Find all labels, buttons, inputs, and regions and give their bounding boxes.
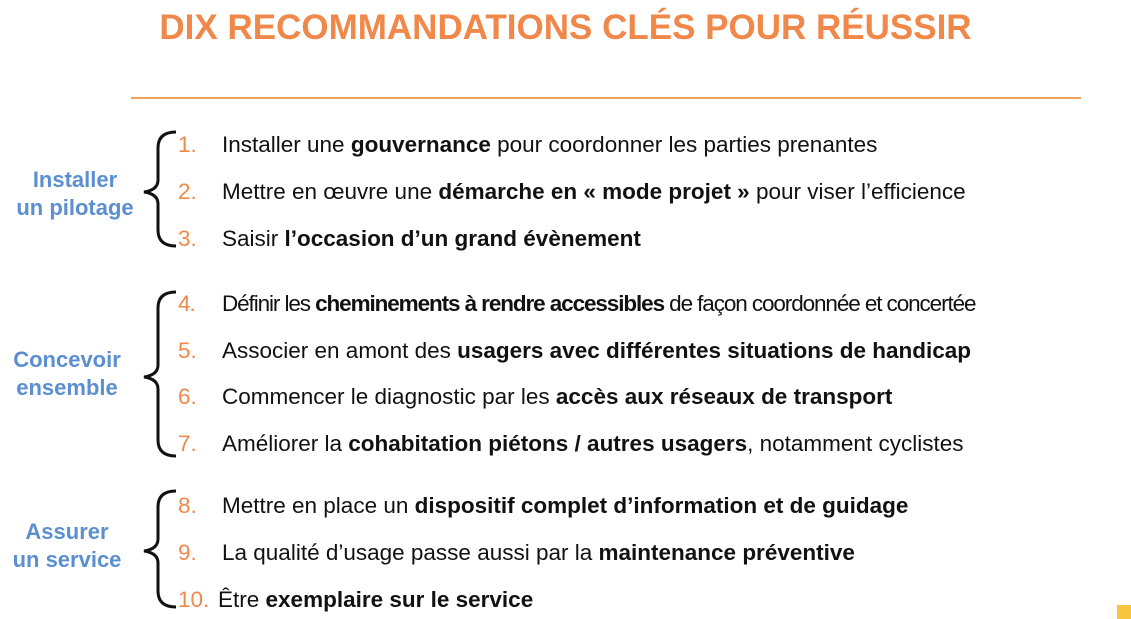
item-number: 10. [178, 587, 210, 612]
item-bold-text: cheminements à rendre accessibles [315, 291, 664, 316]
item-text: Être [218, 587, 266, 612]
list-item [178, 491, 908, 521]
item-number: 6. [178, 384, 197, 409]
group-label-line: un pilotage [16, 195, 134, 220]
brace-group-3 [128, 487, 180, 612]
item-number: 5. [178, 338, 197, 363]
item-number: 4. [178, 291, 195, 316]
item-number: 3. [178, 226, 197, 251]
item-text: Saisir [222, 226, 285, 251]
title-divider [131, 97, 1081, 99]
item-text: Installer une [222, 132, 351, 157]
list-item [178, 429, 963, 459]
group-label-line: Concevoir [13, 347, 121, 372]
item-text: pour viser l’efficience [749, 179, 966, 204]
item-text: de façon coordonnée et concertée [664, 291, 976, 316]
list-item [178, 585, 533, 615]
corner-decoration [1117, 605, 1131, 619]
group-label-ensemble [2, 346, 132, 402]
brace-group-1 [128, 128, 180, 250]
item-number: 9. [178, 540, 197, 565]
list-item [178, 382, 892, 412]
item-text: Mettre en œuvre une [222, 179, 439, 204]
item-bold-text: l’occasion d’un grand évènement [284, 226, 641, 251]
item-bold-text: gouvernance [350, 132, 491, 157]
group-label-service [2, 518, 132, 574]
list-item [178, 538, 855, 568]
item-text: Associer en amont des [222, 338, 458, 363]
group-label-line: Installer [32, 167, 118, 192]
group-label-line: Assurer [25, 519, 109, 544]
group-label-pilotage [10, 166, 140, 222]
item-text: Améliorer la [222, 431, 349, 456]
item-number: 8. [178, 493, 197, 518]
item-number: 2. [178, 179, 197, 204]
item-bold-text: dispositif complet d’information et de guidage [414, 493, 909, 518]
brace-group-2 [128, 288, 180, 460]
list-item [178, 336, 971, 366]
list-item [178, 289, 975, 319]
item-bold-text: maintenance préventive [598, 540, 855, 565]
list-item [178, 177, 966, 207]
item-text: Définir les [222, 291, 316, 316]
item-number: 7. [178, 431, 197, 456]
list-item [178, 130, 877, 160]
group-label-line: ensemble [16, 375, 118, 400]
item-text: Mettre en place un [222, 493, 415, 518]
item-bold-text: exemplaire sur le service [265, 587, 534, 612]
list-item [178, 224, 641, 254]
item-text: La qualité d’usage passe aussi par la [222, 540, 599, 565]
item-bold-text: usagers avec différentes situations de handicap [457, 338, 972, 363]
item-bold-text: accès aux réseaux de transport [555, 384, 893, 409]
page-title: DIX RECOMMANDATIONS CLÉS POUR RÉUSSIR [159, 8, 972, 47]
item-text: Commencer le diagnostic par les [222, 384, 556, 409]
group-label-line: un service [12, 547, 122, 572]
item-text: , notamment cyclistes [747, 431, 964, 456]
item-bold-text: démarche en « mode projet » [438, 179, 750, 204]
item-text: pour coordonner les parties prenantes [490, 132, 878, 157]
item-bold-text: cohabitation piétons / autres usagers [348, 431, 748, 456]
item-number: 1. [178, 132, 197, 157]
